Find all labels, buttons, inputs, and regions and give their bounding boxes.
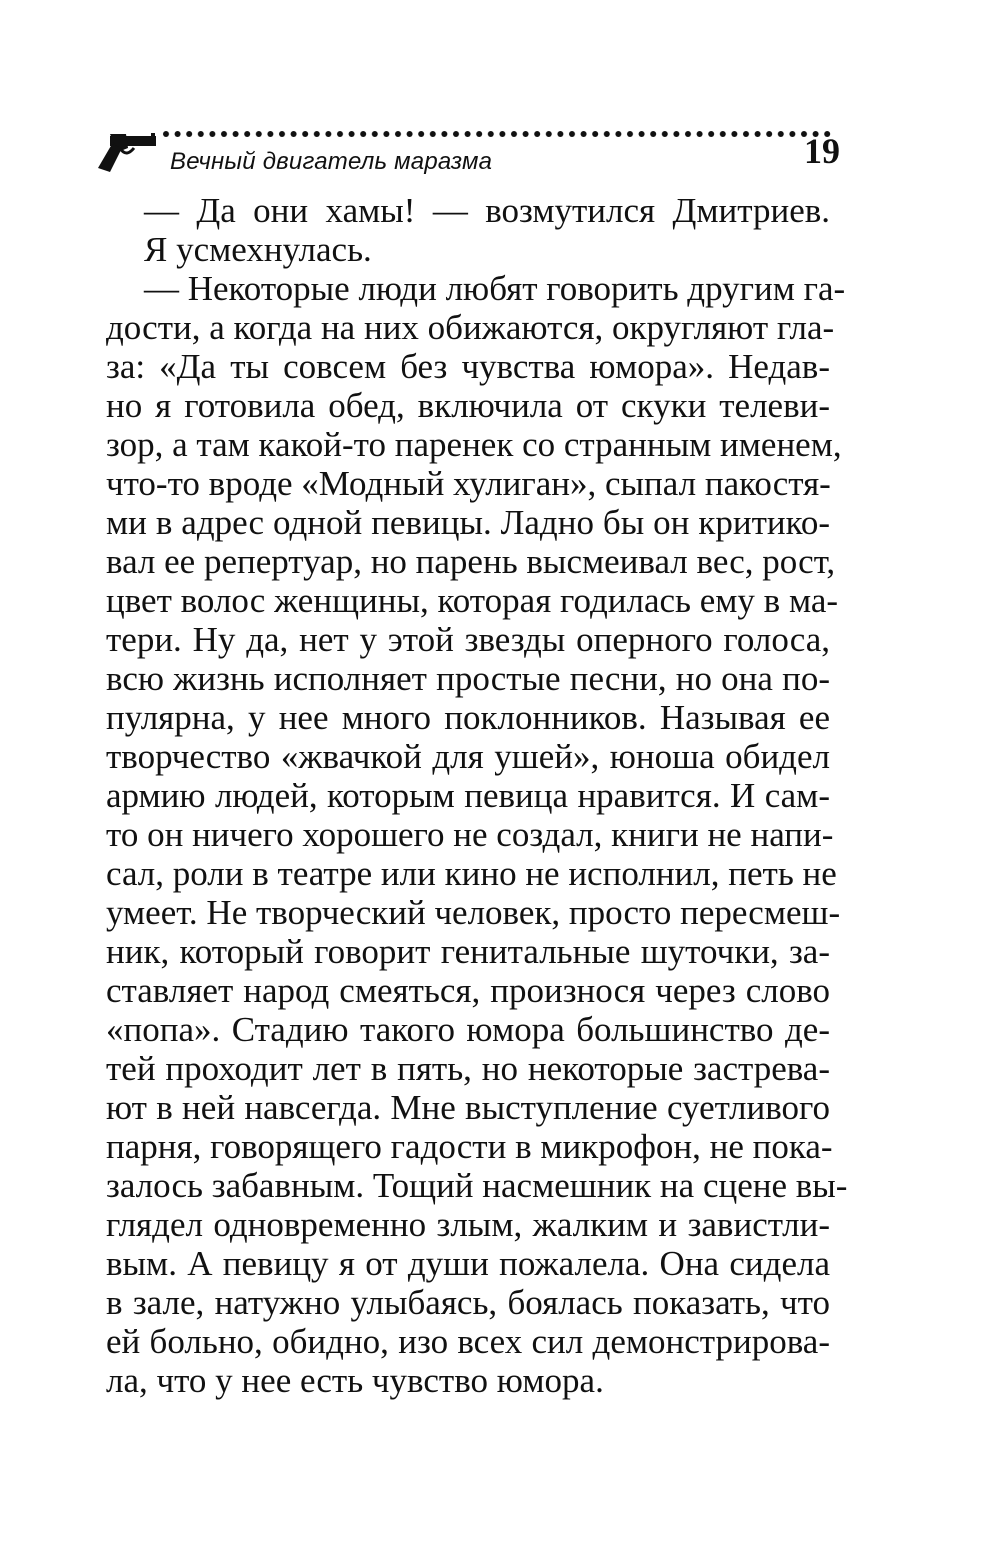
text-line: что-то вроде «Модный хулиган», сыпал пакостя- <box>106 464 831 503</box>
text-line: ставляет народ смеяться, произнося через слово <box>106 971 830 1010</box>
text-line: пулярна, у нее много поклонников. Называя ее <box>106 698 830 737</box>
text-line: ют в ней навсегда. Мне выступление суетливого <box>106 1088 830 1127</box>
text-line: всю жизнь исполняет простые песни, но она по- <box>106 659 830 698</box>
page-number: 19 <box>804 131 840 171</box>
header-dot-rule <box>162 128 834 140</box>
text-line: то он ничего хорошего не создал, книги не напи- <box>106 815 834 854</box>
text-line: зор, а там какой-то паренек со странным именем, <box>106 425 842 464</box>
text-line: ей больно, обидно, изо всех сил демонстрирова- <box>106 1322 830 1361</box>
text-line: в зале, натужно улыбаясь, боялась показать, что <box>106 1283 830 1322</box>
text-line: «попа». Стадию такого юмора большинство де- <box>106 1010 830 1049</box>
text-line: дости, а когда на них обижаются, округляют гла- <box>106 308 835 347</box>
running-header <box>96 118 840 188</box>
text-line: Я усмехнулась. <box>144 230 372 269</box>
text-line: армию людей, которым певица нравится. И сам- <box>106 776 830 815</box>
text-line: ми в адрес одной певицы. Ладно бы он критико- <box>106 503 830 542</box>
revolver-icon <box>96 130 156 174</box>
text-line: тери. Ну да, нет у этой звезды оперного голоса, <box>106 620 830 659</box>
text-line: умеет. Не творческий человек, просто пересмеш- <box>106 893 841 932</box>
text-line: но я готовила обед, включила от скуки телеви- <box>106 386 830 425</box>
text-line: цвет волос женщины, которая годилась ему в ма- <box>106 581 839 620</box>
text-line: сал, роли в театре или кино не исполнил, петь не <box>106 854 837 893</box>
text-line: ла, что у нее есть чувство юмора. <box>106 1361 604 1400</box>
text-line: вал ее репертуар, но парень высмеивал вес, рост, <box>106 542 836 581</box>
text-line: парня, говорящего гадости в микрофон, не пока- <box>106 1127 833 1166</box>
running-title: Вечный двигатель маразма <box>170 148 493 175</box>
text-line: залось забавным. Тощий насмешник на сцене вы- <box>106 1166 848 1205</box>
text-line: — Некоторые люди любят говорить другим га- <box>144 269 846 308</box>
text-line: творчество «жвачкой для ушей», юноша обидел <box>106 737 830 776</box>
text-line: — Да они хамы! — возмутился Дмитриев. <box>144 191 830 230</box>
text-line: ник, который говорит генитальные шуточки, за- <box>106 932 830 971</box>
text-line: тей проходит лет в пять, но некоторые застрева- <box>106 1049 830 1088</box>
text-line: вым. А певицу я от души пожалела. Она сидела <box>106 1244 830 1283</box>
text-line: глядел одновременно злым, жалким и завистли- <box>106 1205 830 1244</box>
text-line: за: «Да ты совсем без чувства юмора». Недав- <box>106 347 830 386</box>
